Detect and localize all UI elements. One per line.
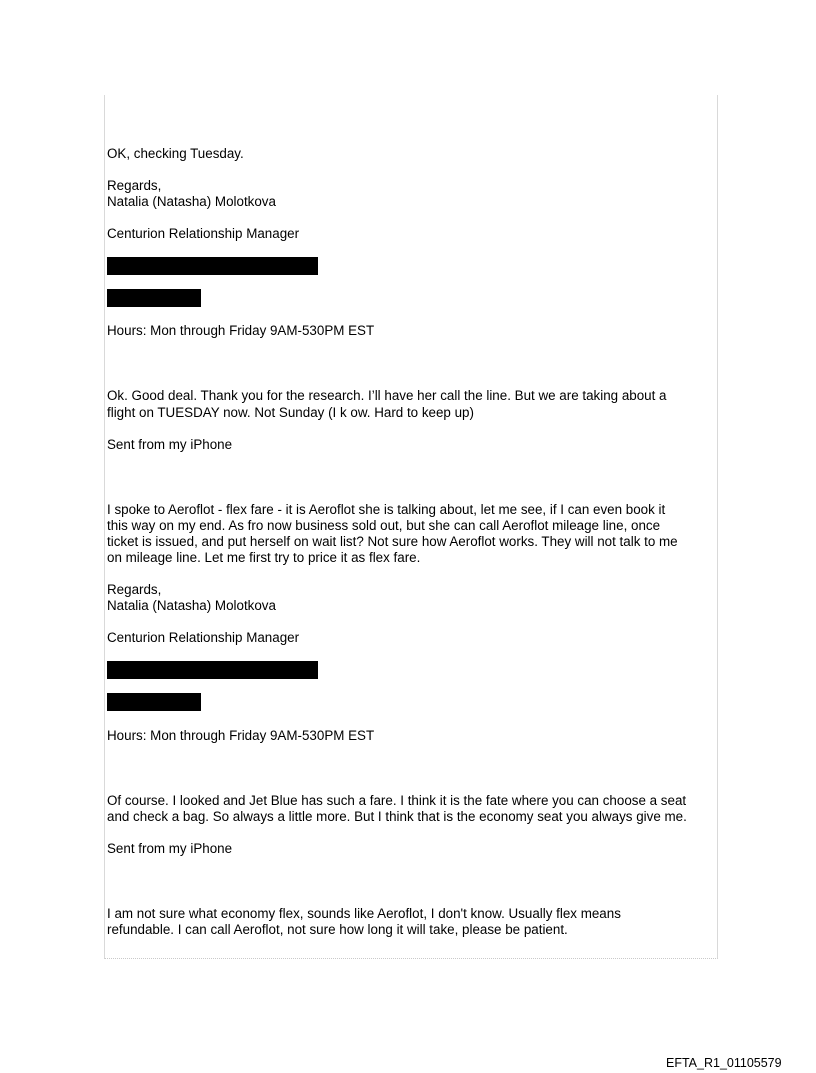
email-4-line: Of course. I looked and Jet Blue has such a fare. I think it is the fate where you can choose a seat xyxy=(107,793,687,808)
email-5-line: refundable. I can call Aeroflot, not sure how long it will take, please be patient. xyxy=(107,922,568,937)
redaction-block xyxy=(107,661,318,679)
email-1-sender-title: Centurion Relationship Manager xyxy=(107,226,300,241)
email-3-sender-title: Centurion Relationship Manager xyxy=(107,630,300,645)
redaction-block xyxy=(107,289,201,307)
email-1-hours: Hours: Mon through Friday 9AM-530PM EST xyxy=(107,323,375,338)
email-1-sender-name: Natalia (Natasha) Molotkova xyxy=(107,194,276,209)
email-2-signature: Sent from my iPhone xyxy=(107,437,233,452)
email-3-regards: Regards, xyxy=(107,582,162,597)
redaction-block xyxy=(107,257,318,275)
email-3-line: ticket is issued, and put herself on wait list? Not sure how Aeroflot works. They will not talk to me xyxy=(107,534,678,549)
email-3-hours: Hours: Mon through Friday 9AM-530PM EST xyxy=(107,728,375,743)
email-1-regards: Regards, xyxy=(107,178,162,193)
document-id: EFTA_R1_01105579 xyxy=(666,1056,782,1070)
email-3-line: this way on my end. As fro now business sold out, but she can call Aeroflot mileage line, once xyxy=(107,518,661,533)
email-2-line: Ok. Good deal. Thank you for the research. I’ll have her call the line. But we are taking about a xyxy=(107,388,667,403)
email-2-line: flight on TUESDAY now. Not Sunday (I k ow. Hard to keep up) xyxy=(107,405,474,420)
redaction-block xyxy=(107,693,201,711)
email-3-line: on mileage line. Let me first try to price it as flex fare. xyxy=(107,550,421,565)
email-4-signature: Sent from my iPhone xyxy=(107,841,233,856)
email-4-line: and check a bag. So always a little more. But I think that is the economy seat you always give me. xyxy=(107,809,687,824)
email-5-line: I am not sure what economy flex, sounds like Aeroflot, I don't know. Usually flex means xyxy=(107,906,621,921)
email-3-sender-name: Natalia (Natasha) Molotkova xyxy=(107,598,276,613)
email-3-line: I spoke to Aeroflot - flex fare - it is Aeroflot she is talking about, let me see, if I can even book it xyxy=(107,502,666,517)
email-1-body: OK, checking Tuesday. xyxy=(107,146,244,161)
